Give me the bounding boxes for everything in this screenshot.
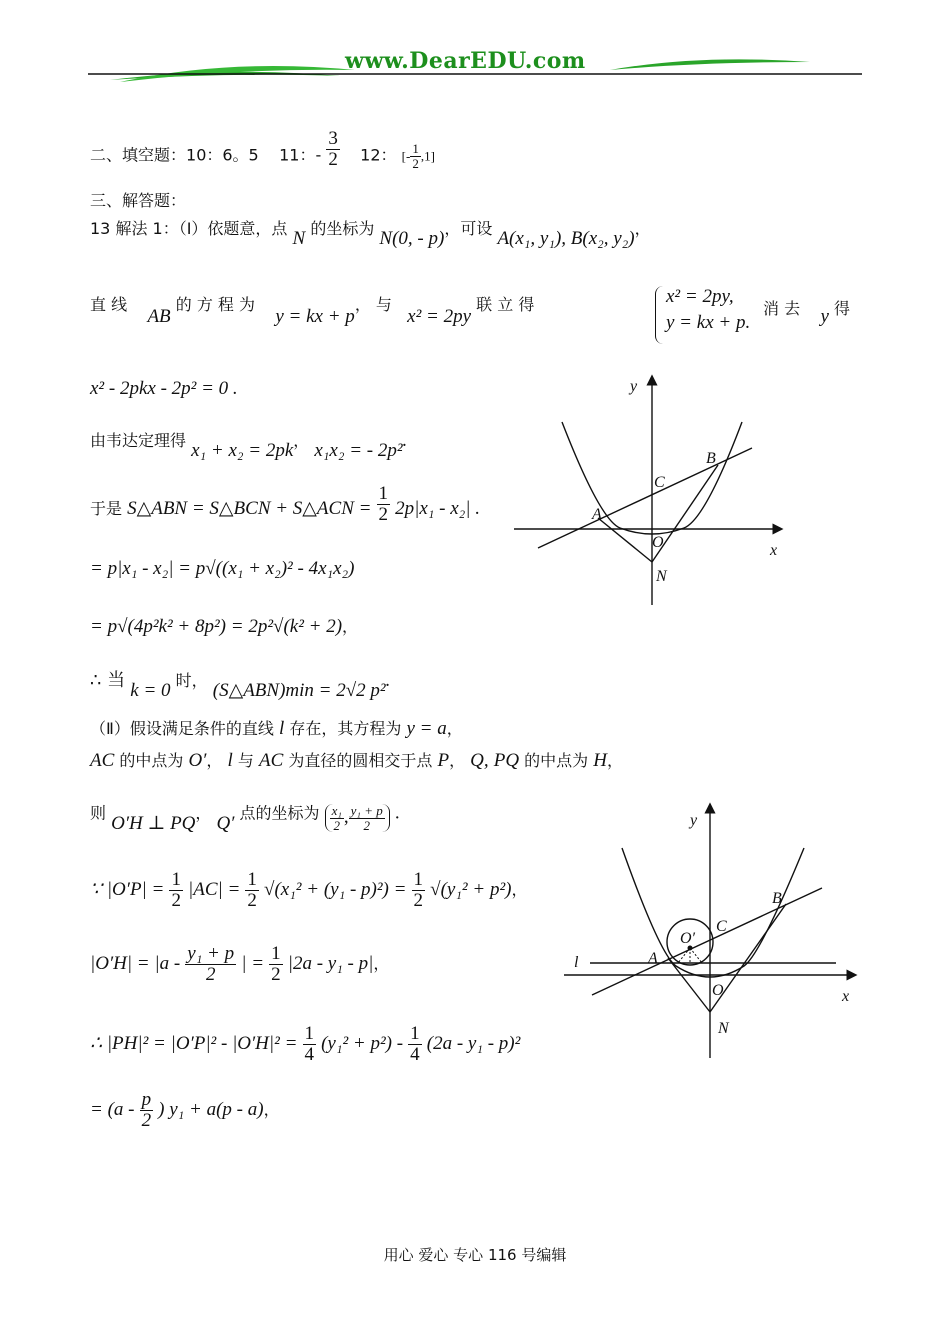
quadratic-equation: x² - 2pkx - 2p² = 0 . <box>90 378 238 399</box>
text: 的 方 程 为 <box>175 295 256 314</box>
text: 消 去 <box>763 299 801 318</box>
line-l-equation: y = a <box>406 718 447 739</box>
point-q: Q, <box>470 750 489 771</box>
point-n: N <box>292 228 306 249</box>
fig2-point-oprime: O′ <box>680 930 696 947</box>
text: 为直径的圆相交于点 <box>288 751 433 770</box>
segment-pq: PQ <box>493 750 520 771</box>
text: 由韦达定理得 <box>90 431 187 450</box>
text: 13 解法 1：（Ⅰ）依题意，点 <box>90 219 288 238</box>
text: ∴ 当 <box>90 670 126 691</box>
fig2-point-c: C <box>716 918 727 935</box>
text: ， <box>446 719 463 738</box>
frac-half-1: $\frac{1}{2}$ <box>171 869 181 911</box>
text: 则 <box>90 803 107 823</box>
perpendicular-line <box>90 796 400 832</box>
figure-1 <box>500 370 800 610</box>
equation-system <box>655 286 750 344</box>
text: 联 立 得 <box>476 295 535 314</box>
text: . <box>385 670 391 691</box>
figure-1-svg <box>500 370 800 610</box>
line-l: l <box>278 718 285 739</box>
line-ab <box>538 448 752 548</box>
fig2-line-l: l <box>574 954 579 971</box>
abs-expr: |2a - y₁ - p| <box>287 952 374 974</box>
line-ab: AB <box>147 306 171 327</box>
product-roots: x₁x₂ = - 2p² <box>314 440 403 461</box>
system-eq-2: y = kx + p. <box>666 312 751 333</box>
fig1-point-c: C <box>654 474 665 491</box>
frac-y1p: $\frac{\text{y₁ + p}}{2}$ <box>187 943 235 985</box>
q11-label: 11：- <box>279 145 322 165</box>
text: ， <box>373 953 390 973</box>
fig1-point-b: B <box>706 450 716 467</box>
equals: | = <box>241 952 265 974</box>
line-equation: y = kx + p <box>275 306 355 327</box>
text: ， <box>293 431 310 450</box>
point-qprime: Q′ <box>216 812 235 834</box>
area-line <box>90 483 480 525</box>
fig2-point-a: A <box>648 950 658 967</box>
var-y: y <box>820 306 829 327</box>
area-expansion: = p|x₁ - x₂| = p√((x₁ + x₂)² - 4x₁x₂) <box>90 558 355 579</box>
qprime-coordinates: $\frac{\text{x₁}}{2}$ , $\frac{\text{y₁ + p}}{2}$ <box>325 804 390 832</box>
text: 得 <box>833 299 850 318</box>
line-ab <box>592 888 822 995</box>
ph-squared-line <box>90 1024 520 1065</box>
q12-fraction: $\frac{1}{2}$ <box>412 141 419 171</box>
midpoint-line <box>90 748 623 772</box>
parabola-equation: x² = 2py <box>407 306 472 327</box>
distance-op-line <box>90 870 528 911</box>
fig2-x-label: x <box>842 988 850 1005</box>
frac-half-2: $\frac{1}{2}$ <box>247 869 257 911</box>
text: 的坐标为 <box>310 219 375 238</box>
term-1: (y₁² + p²) - <box>321 1032 404 1054</box>
area-simplified-expr: = p√(4p²k² + 8p²) = 2p²√(k² + 2) <box>90 616 343 637</box>
solution-line-1 <box>90 216 651 249</box>
min-area-line <box>90 666 391 701</box>
point-p: P <box>437 750 450 771</box>
text: ， <box>263 1099 280 1119</box>
n-coordinates: N(0, - p) <box>379 228 445 249</box>
q12-open: [- <box>401 148 411 164</box>
vieta-line <box>90 428 408 461</box>
fig2-origin: O <box>712 982 724 999</box>
solution-line-2 <box>90 292 535 327</box>
frac-half-3: $\frac{1}{2}$ <box>413 869 424 911</box>
segment-an <box>598 518 652 562</box>
part-two-line <box>90 716 463 740</box>
text: ， <box>511 879 528 899</box>
text: ， <box>607 751 624 770</box>
q11-fraction: $\frac{3}{2}$ <box>328 127 338 170</box>
text: ， <box>342 617 359 636</box>
text: 的中点为 <box>524 751 589 770</box>
dist-ac: |AC| = <box>188 878 241 900</box>
sum-roots: x₁ + x₂ = 2pk <box>191 440 294 461</box>
text: 的中点为 <box>119 751 184 770</box>
text: ， <box>195 803 212 823</box>
text: （Ⅱ）假设满足条件的直线 <box>90 719 274 738</box>
fig2-point-n: N <box>718 1020 729 1037</box>
ph-result-line <box>90 1090 280 1131</box>
point-oprime: O′ <box>188 750 207 771</box>
answer-heading: 三、解答题： <box>90 191 187 210</box>
area-simplified <box>90 614 358 638</box>
q12-label: 12： <box>360 145 397 165</box>
text: ， <box>206 751 223 770</box>
sqrt-expr-1: √(x₁² + (y₁ - p)²) = <box>264 878 407 900</box>
eliminate-text <box>763 296 850 327</box>
ab-coordinates: A(x₁, y₁), B(x₂, y₂) <box>497 228 635 249</box>
fig2-point-b: B <box>772 890 782 907</box>
fig1-x-label: x <box>770 542 778 559</box>
text: 于是 <box>90 498 123 518</box>
fill-in-line <box>90 127 435 171</box>
system-eq-1: x² = 2py, <box>666 286 734 307</box>
segment-an <box>668 958 710 1012</box>
sqrt-expr-2: √(y₁² + p²) <box>430 878 512 900</box>
text: ，可设 <box>444 219 493 238</box>
area-sum: S△ABN = S△BCN + S△ACN = <box>127 497 372 519</box>
half-fraction: $\frac{1}{2}$ <box>378 483 389 525</box>
text: . <box>402 430 408 451</box>
dist-op: ∵ |O′P| = <box>90 878 165 900</box>
fig2-y-label: y <box>690 812 698 829</box>
text: 与 <box>237 751 254 770</box>
text: 点的坐标为 <box>239 803 320 823</box>
result-end: ) y₁ + a(p - a) <box>158 1098 264 1120</box>
distance-oh-line <box>90 944 389 985</box>
frac-half: $\frac{1}{2}$ <box>271 943 281 985</box>
frac-quarter-1: $\frac{1}{4}$ <box>304 1023 314 1065</box>
term-2: (2a - y₁ - p)² <box>426 1032 521 1054</box>
frac-quarter-2: $\frac{1}{4}$ <box>410 1023 420 1065</box>
text: 时， <box>175 671 208 690</box>
k-zero: k = 0 <box>130 680 171 701</box>
fig1-point-a: A <box>592 506 602 523</box>
perpendicular: O′H ⊥ PQ <box>111 812 196 834</box>
area-expr: 2p|x₁ - x₂| . <box>395 497 480 519</box>
text: ， <box>449 751 466 770</box>
fig1-point-n: N <box>656 568 667 585</box>
q12-close: ,1] <box>420 148 435 164</box>
fill-in-label: 二、填空题： <box>90 145 187 165</box>
q10-answer: 10：6。5 <box>186 145 259 165</box>
text: ， 与 <box>354 295 392 314</box>
text: . <box>394 802 400 824</box>
line-l: l <box>227 750 233 771</box>
text: 存在，其方程为 <box>289 719 402 738</box>
figure-2 <box>560 800 860 1070</box>
point-h: H <box>593 750 608 771</box>
dist-oh: |O′H| = |a - <box>90 952 181 974</box>
frac-p-half: $\frac{p}{2}$ <box>141 1089 152 1131</box>
segment-ac: AC <box>90 750 115 771</box>
text: 直 线 <box>90 295 128 314</box>
page-footer: 用心 爱心 专心 116 号编辑 <box>383 1246 567 1264</box>
result-start: = (a - <box>90 1098 135 1120</box>
fig1-origin: O <box>652 534 664 551</box>
fig1-y-label: y <box>630 378 638 395</box>
figure-2-svg <box>560 800 860 1070</box>
site-logo-text: www.DearEDU.com <box>345 48 586 74</box>
ph-squared: ∴ |PH|² = |O′P|² - |O′H|² = <box>90 1032 298 1054</box>
text: ， <box>634 219 651 238</box>
segment-ac: AC <box>258 750 284 771</box>
min-area: (S△ABN)min = 2√2 p² <box>212 680 386 701</box>
